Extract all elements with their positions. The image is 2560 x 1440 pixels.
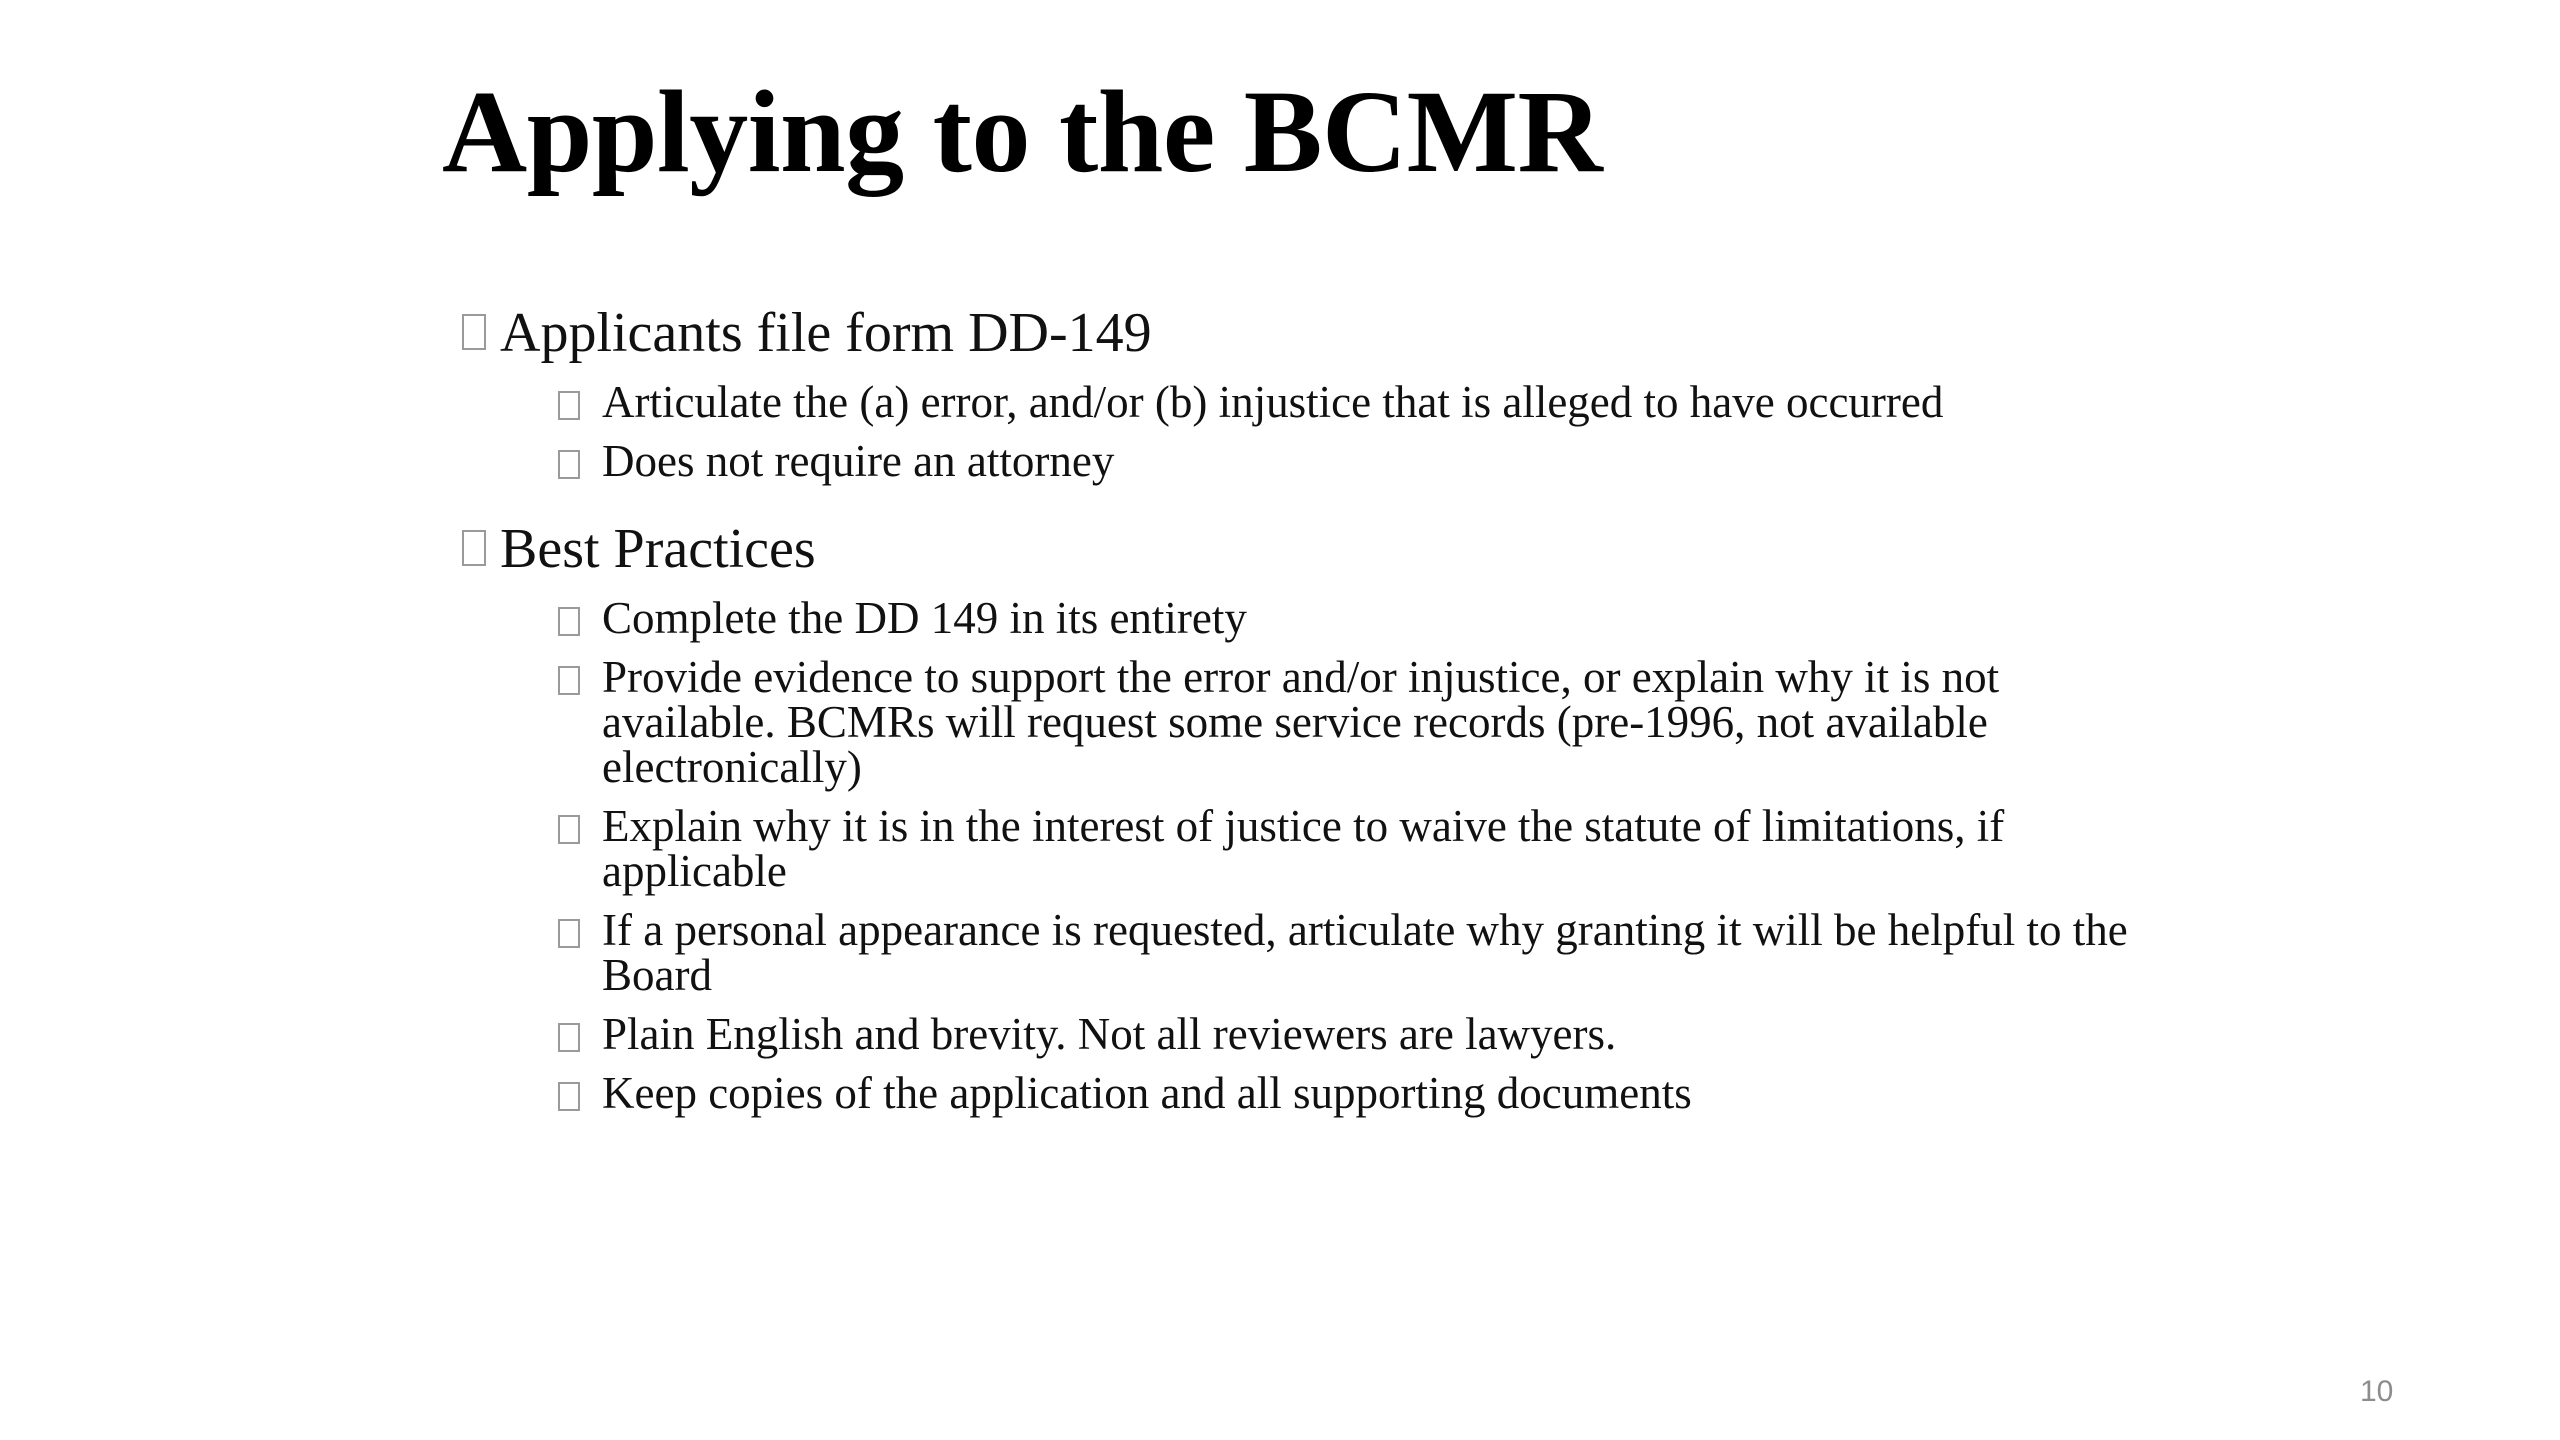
sub-bullet-text: Provide evidence to support the error and/or injustice, or explain why it is not available. BCMRs will request some service records (pre-1996, not available electronically) xyxy=(602,652,2000,792)
empty-box-bullet-icon xyxy=(558,450,580,479)
bullet-text: Applicants file form DD-149 xyxy=(500,302,1152,364)
sub-bullet-text: Does not require an attorney xyxy=(602,436,1115,486)
sub-bullet-item xyxy=(558,377,2182,427)
page-number: 10 xyxy=(2360,1375,2394,1408)
sub-bullet-text: Keep copies of the application and all supporting documents xyxy=(602,1068,1692,1118)
sub-bullet-item xyxy=(558,1068,2182,1118)
sub-bullet-text: If a personal appearance is requested, articulate why granting it will be helpful to the Board xyxy=(602,905,2128,1000)
sub-bullet-text: Plain English and brevity. Not all reviewers are lawyers. xyxy=(602,1009,1617,1059)
empty-box-bullet-icon xyxy=(558,1082,580,1111)
empty-box-bullet-icon xyxy=(558,607,580,636)
bullet-item xyxy=(462,300,2182,366)
empty-box-bullet-icon xyxy=(558,666,580,695)
empty-box-bullet-icon xyxy=(558,1023,580,1052)
slide-title: Applying to the BCMR xyxy=(442,66,1603,197)
sub-bullet-text: Explain why it is in the interest of justice to waive the statute of limitations, if applicable xyxy=(602,801,2005,896)
sub-bullet-text: Complete the DD 149 in its entirety xyxy=(602,593,1247,643)
empty-box-bullet-icon xyxy=(462,314,486,350)
empty-box-bullet-icon xyxy=(558,815,580,844)
sub-bullet-item xyxy=(558,1009,2182,1059)
empty-box-bullet-icon xyxy=(462,530,486,566)
sub-bullet-item xyxy=(558,801,2182,896)
sub-bullet-item xyxy=(558,905,2182,1000)
sub-bullet-item xyxy=(558,652,2182,792)
sub-bullet-item xyxy=(558,593,2182,643)
bullet-text: Best Practices xyxy=(500,518,816,580)
bullet-list xyxy=(462,300,2182,1130)
bullet-item xyxy=(462,516,2182,582)
sub-bullet-item xyxy=(558,436,2182,486)
sub-bullet-list xyxy=(462,377,2182,486)
sub-bullet-list xyxy=(462,593,2182,1118)
empty-box-bullet-icon xyxy=(558,391,580,420)
sub-bullet-text: Articulate the (a) error, and/or (b) injustice that is alleged to have occurred xyxy=(602,377,1944,427)
empty-box-bullet-icon xyxy=(558,919,580,948)
